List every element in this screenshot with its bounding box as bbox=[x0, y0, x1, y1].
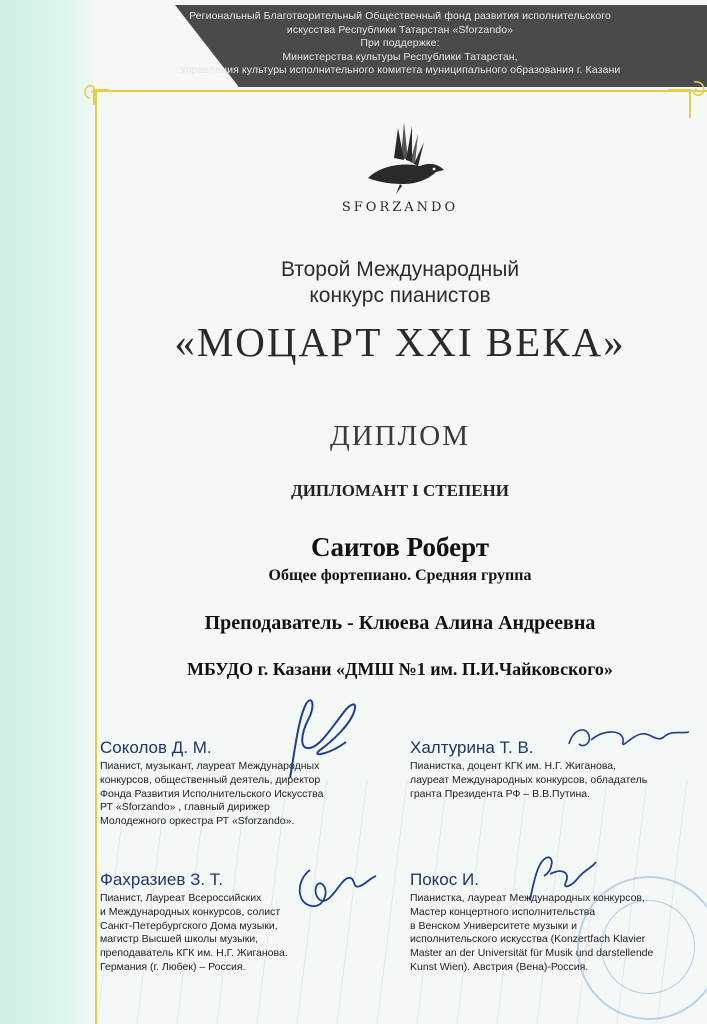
juror-desc-line: лауреат Международных конкурсов, обладатель bbox=[410, 773, 648, 786]
juror-name: Соколов Д. М. bbox=[100, 738, 212, 757]
juror-desc-line: Master an der Universität für Musik und darstellende bbox=[410, 947, 654, 960]
header-line: искусства Республики Татарстан «Sforzando» bbox=[286, 23, 514, 36]
header-line: Региональный Благотворительный Общественный фонд развития исполнительского bbox=[189, 10, 611, 22]
stamp-inner-ring bbox=[601, 900, 695, 994]
logo-wordmark: SFORZANDO bbox=[341, 200, 459, 215]
juror-desc-line: и Международных конкурсов, солист bbox=[100, 905, 281, 918]
juror-name: Халтурина Т. В. bbox=[410, 738, 534, 757]
header-line: При поддержке: bbox=[360, 37, 440, 50]
header-line: Министерства культуры Республики Татарстан, bbox=[282, 50, 518, 63]
juror-desc-line: Пианистка, лауреат Международных конкурсов, bbox=[410, 892, 645, 904]
juror-desc-line: Пианист, музыкант, лауреат Международных bbox=[100, 760, 320, 772]
juror-desc-line: гранта Президента РФ – В.В.Путина. bbox=[410, 787, 591, 800]
juror-desc-line: Kunst Wien). Австрия (Вена)-Россия. bbox=[410, 960, 589, 973]
student-name: Саитов Роберт bbox=[311, 532, 489, 562]
juror-desc-line: преподаватель КГК им. Н.Г. Жиганова. bbox=[100, 947, 288, 960]
juror-name: Покос И. bbox=[410, 870, 479, 889]
diploma-label: ДИПЛОМ bbox=[329, 420, 471, 452]
juror-desc-line: Молодежного оркестра РТ «Sforzando». bbox=[100, 815, 295, 828]
juror-desc-line: Фонда Развития Исполнительского Искусства bbox=[100, 787, 324, 800]
juror-desc-line: Пианист, Лауреат Всероссийских bbox=[100, 892, 262, 904]
juror-description bbox=[410, 760, 705, 801]
frame-corner-ornament bbox=[668, 78, 707, 118]
juror-desc-line: в Венском Университете музыки и bbox=[410, 919, 578, 932]
header-line: Управления культуры исполнительного комитета муниципального образования г. Казани bbox=[179, 64, 621, 77]
signature-pokos bbox=[510, 850, 600, 906]
juror-desc-line: конкурсов, общественный деятель, директор bbox=[100, 773, 321, 786]
bird-logo-icon bbox=[360, 120, 450, 195]
organizer-header bbox=[95, 10, 705, 78]
juror-desc-line: РТ «Sforzando» , главный дирижер bbox=[100, 801, 270, 814]
teacher-name: Преподаватель - Клюева Алина Андреевна bbox=[204, 612, 596, 634]
frame-top-border bbox=[95, 90, 707, 92]
contest-subtitle: Второй Международный bbox=[280, 258, 520, 281]
signature-khalturina bbox=[565, 722, 695, 754]
category: Общее фортепиано. Средняя группа bbox=[268, 567, 532, 584]
signature-sokolov bbox=[250, 690, 370, 780]
school-name: МБУДО г. Казани «ДМШ №1 им. П.И.Чайковского» bbox=[187, 659, 613, 679]
juror-desc-line: Мастер концертного исполнительства bbox=[410, 905, 596, 918]
juror-desc-line: магистр Высшей школы музыки, bbox=[100, 933, 259, 946]
degree-title: ДИПЛОМАНТ I СТЕПЕНИ bbox=[291, 481, 509, 500]
juror-desc-line: Пианистка, доцент КГК им. Н.Г. Жиганова, bbox=[410, 760, 617, 772]
juror-desc-line: Санкт-Петербургского Дома музыки, bbox=[100, 919, 278, 932]
contest-title: «МОЦАРТ XXI ВЕКА» bbox=[174, 319, 626, 365]
decorative-side-strip bbox=[0, 0, 92, 1024]
juror-name: Фахразиев З. Т. bbox=[100, 870, 224, 889]
frame-corner-ornament bbox=[80, 76, 110, 106]
juror-desc-line: Германия (г. Любек) – Россия. bbox=[100, 960, 246, 973]
juror-desc-line: исполнительского искусства (Konzertfach Klavier bbox=[410, 933, 646, 946]
signature-fakhraziev bbox=[290, 860, 380, 920]
contest-subtitle: конкурс пианистов bbox=[309, 284, 491, 307]
